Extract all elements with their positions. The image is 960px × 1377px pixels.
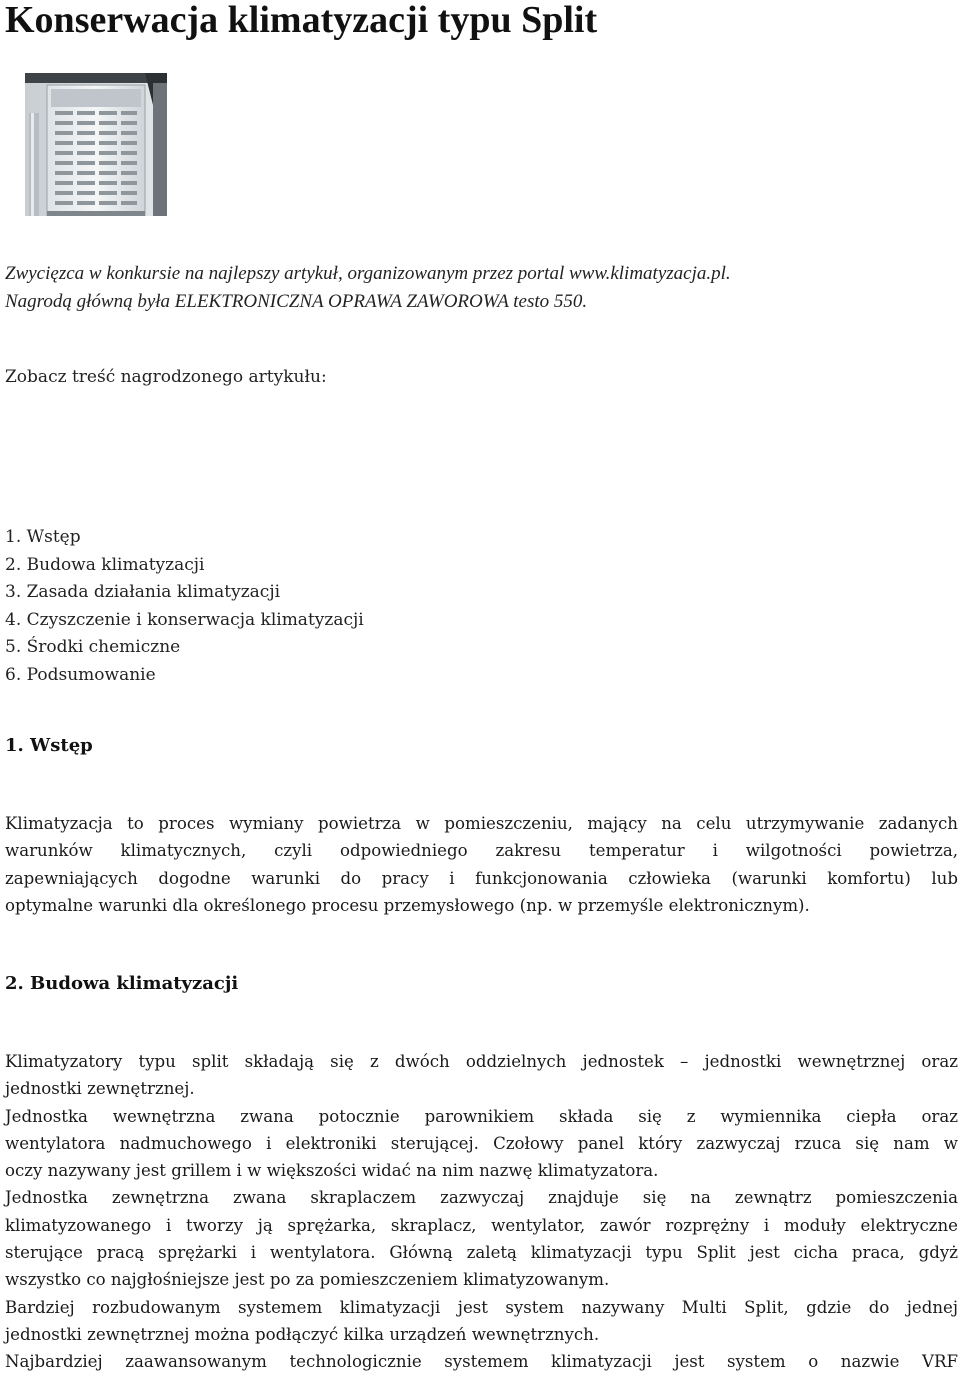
paragraph-line: Jednostka wewnętrzna zwana potocznie parownikiem składa się z wymiennika ciepła oraz — [5, 1106, 958, 1126]
paragraph-line: sterujące pracą sprężarki i wentylatora. Główną zaletą klimatyzacji typu Split jest cicha praca, gdyż — [5, 1243, 958, 1263]
paragraph-line: zapewniających dogodne warunki do pracy i funkcjonowania człowieka (warunki komfortu) lub — [5, 868, 958, 888]
toc-item[interactable]: 1. Wstęp — [5, 527, 81, 547]
paragraph-line: Klimatyzacja to proces wymiany powietrza w pomieszczeniu, mający na celu utrzymywanie zadanych — [5, 814, 958, 833]
page-title: Konserwacja klimatyzacji typu Split — [5, 0, 598, 41]
paragraph-line: Najbardziej zaawansowanym technologicznie systemem klimatyzacji jest system o nazwie VRF — [5, 1352, 958, 1372]
paragraph-line: Klimatyzatory typu split składają się z dwóch oddzielnych jednostek – jednostki wewnętrznej oraz — [5, 1052, 958, 1071]
paragraph-line: warunków klimatycznych, czyli odpowiedniego zakresu temperatur i wilgotności powietrza, — [5, 841, 958, 861]
paragraph-line: Jednostka zewnętrzna zwana skraplaczem zazwyczaj znajduje się na zewnątrz pomieszczenia — [5, 1188, 958, 1208]
paragraph-line: jednostki zewnętrznej można podłączyć kilka urządzeń wewnętrznych. — [5, 1324, 600, 1344]
toc-item[interactable]: 2. Budowa klimatyzacji — [5, 554, 205, 575]
table-of-contents — [5, 524, 364, 689]
toc-item[interactable]: 4. Czyszczenie i konserwacja klimatyzacji — [5, 609, 364, 630]
section-heading-build: 2. Budowa klimatyzacji — [5, 973, 239, 994]
prize-note-line: Nagrodą główną była ELEKTRONICZNA OPRAWA ZAWOROWA testo 550. — [5, 291, 588, 312]
see-article-label: Zobacz treść nagrodzonego artykułu: — [5, 367, 327, 387]
paragraph-line: wszystko co najgłośniejsze jest po za pomieszczeniem klimatyzowanym. — [5, 1270, 610, 1290]
section-body-intro — [5, 810, 958, 919]
air-conditioner-photo — [25, 73, 167, 216]
section-body-build — [5, 1048, 958, 1376]
paragraph-line: oczy nazywany jest grillem i w większości widać na nim nazwę klimatyzatora. — [5, 1161, 659, 1181]
toc-item[interactable]: 6. Podsumowanie — [5, 664, 156, 685]
paragraph-line: optymalne warunki dla określonego procesu przemysłowego (np. w przemyśle elektronicznym). — [5, 895, 810, 915]
paragraph-line: wentylatora nadmuchowego i elektroniki sterującej. Czołowy panel który zazwyczaj rzuca się nam w — [5, 1133, 958, 1153]
contest-note — [5, 260, 731, 316]
paragraph-line: jednostki zewnętrznej. — [5, 1079, 195, 1099]
toc-item[interactable]: 3. Zasada działania klimatyzacji — [5, 582, 281, 602]
toc-item[interactable]: 5. Środki chemiczne — [5, 637, 181, 657]
section-heading-intro: 1. Wstęp — [5, 735, 93, 756]
paragraph-line: klimatyzowanego i tworzy ją sprężarka, skraplacz, wentylator, zawór rozprężny i moduły elektryczne — [5, 1215, 958, 1235]
contest-note-line: Zwycięzca w konkursie na najlepszy artykuł, organizowanym przez portal www.klimatyzacja.pl. — [5, 263, 731, 284]
paragraph-line: Bardziej rozbudowanym systemem klimatyzacji jest system nazywany Multi Split, gdzie do jednej — [5, 1297, 958, 1317]
